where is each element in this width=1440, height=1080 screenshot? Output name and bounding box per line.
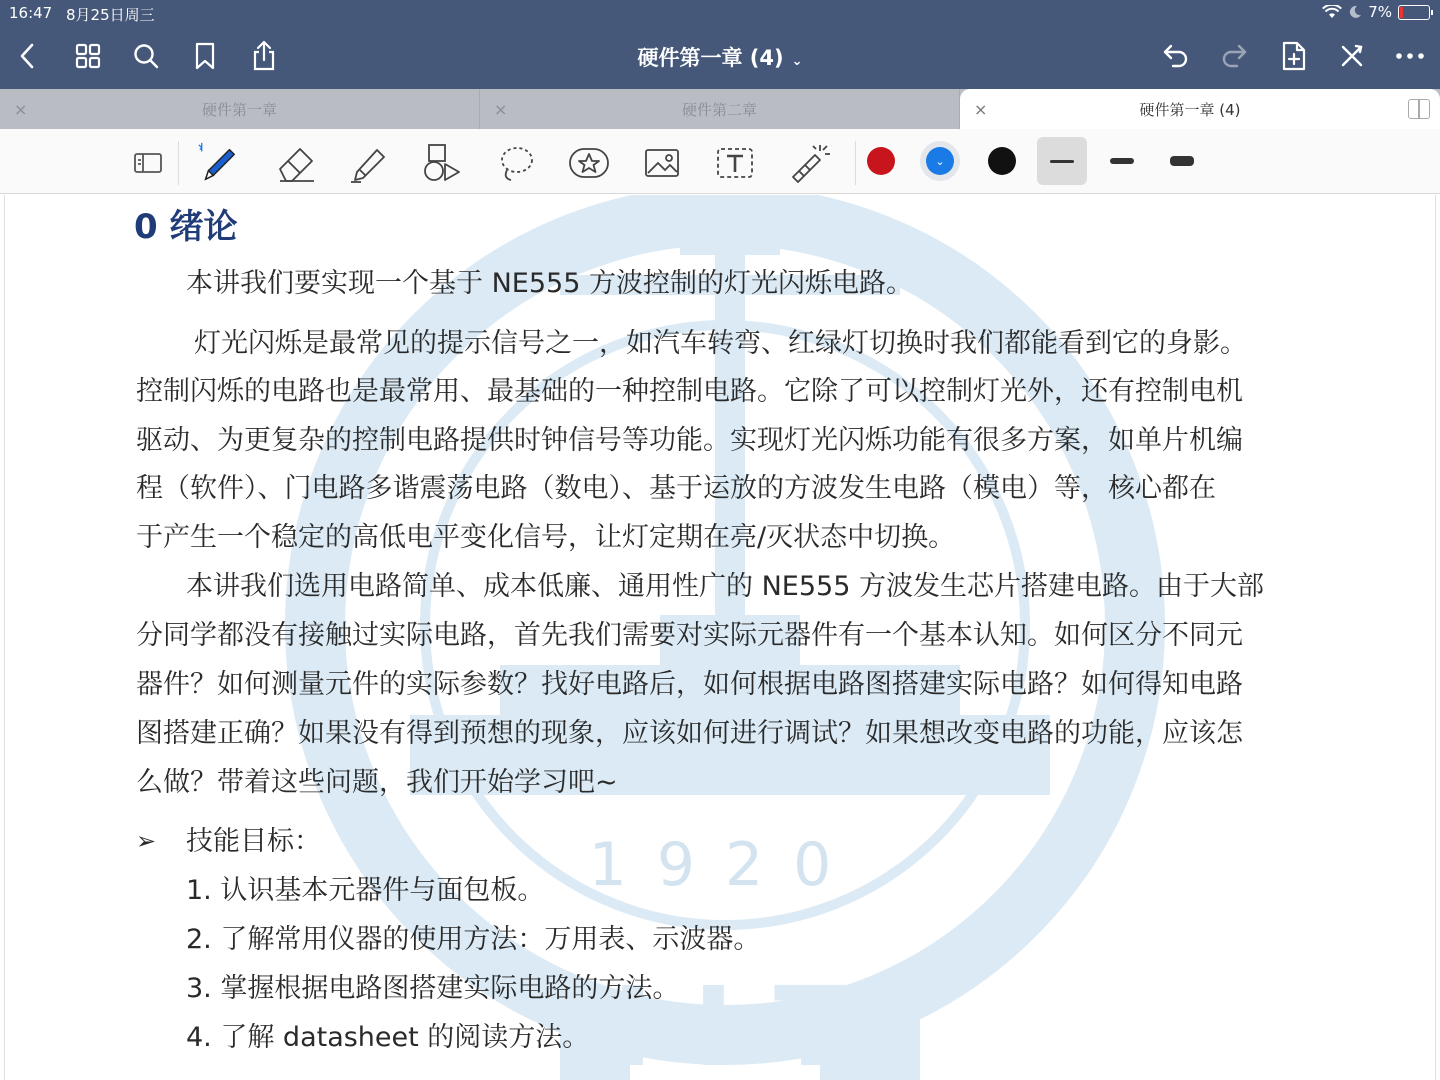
laser-pointer-icon[interactable] xyxy=(787,141,831,185)
para1-line-3: 驱动、为更复杂的控制电路提供时钟信号等功能。实现灯光闪烁功能有很多方案，如单片机编 xyxy=(136,425,1243,456)
color-blue-swatch[interactable] xyxy=(926,147,954,175)
tab-bar xyxy=(0,89,1440,129)
stroke-thick-button[interactable] xyxy=(1157,137,1207,185)
close-icon[interactable] xyxy=(1334,38,1370,74)
watermark-letters: HIT xyxy=(560,963,890,1080)
status-time: 16:47 xyxy=(9,4,53,22)
skill-item-1: 1. 认识基本元器件与面包板。 xyxy=(186,875,545,906)
document-title[interactable]: 硬件第一章 (4) ⌄ xyxy=(637,46,803,70)
tab-label: 硬件第二章 xyxy=(681,100,757,119)
para2-line-2: 分同学都没有接触过实际电路，首先我们需要对实际元器件有一个基本认知。如何区分不同元 xyxy=(136,620,1243,651)
undo-icon[interactable] xyxy=(1158,38,1194,74)
more-icon[interactable] xyxy=(1392,38,1428,74)
wifi-icon xyxy=(1322,5,1342,19)
para1-line-2: 控制闪烁的电路也是最常用、最基础的一种控制电路。它除了可以控制灯光外，还有控制电机 xyxy=(136,376,1243,407)
text-icon[interactable] xyxy=(713,141,757,185)
tab-close-icon[interactable]: × xyxy=(494,99,508,119)
battery-percent: 7% xyxy=(1368,3,1392,21)
chevron-down-icon[interactable]: ⌄ xyxy=(791,54,803,69)
para1-line-1: 灯光闪烁是最常见的提示信号之一，如汽车转弯、红绿灯切换时我们都能看到它的身影。 xyxy=(194,328,1247,359)
image-icon[interactable] xyxy=(640,141,684,185)
bullet-arrow-icon: ➢ xyxy=(136,827,157,855)
battery-icon xyxy=(1398,5,1430,20)
split-view-icon[interactable] xyxy=(1408,99,1430,119)
highlighter-icon[interactable] xyxy=(347,141,391,185)
para2-line-3: 器件？如何测量元件的实际参数？找好电路后，如何根据电路图搭建实际电路？如何得知电路 xyxy=(136,669,1243,700)
chevron-down-icon: ⌄ xyxy=(935,154,945,168)
tab-label: 硬件第一章 xyxy=(201,100,277,119)
tab-label: 硬件第一章 (4) xyxy=(1139,100,1241,119)
tab-chapter-1[interactable] xyxy=(0,89,480,129)
skill-item-4: 4. 了解 datasheet 的阅读方法。 xyxy=(186,1022,590,1053)
section-heading: 0 绪论 xyxy=(134,207,238,247)
para1-line-4: 程（软件）、门电路多谐震荡电路（数电）、基于运放的方波发生电路（模电）等，核心都在 xyxy=(136,473,1216,504)
redo-icon[interactable] xyxy=(1216,38,1252,74)
status-date: 8月25日周三 xyxy=(66,6,155,24)
eraser-icon[interactable] xyxy=(274,141,318,185)
tab-chapter-1-copy[interactable] xyxy=(960,89,1440,129)
shapes-icon[interactable] xyxy=(420,141,464,185)
top-navigation-bar xyxy=(0,0,1440,89)
tab-close-icon[interactable]: × xyxy=(14,99,28,119)
lasso-icon[interactable] xyxy=(494,141,538,185)
reader-icon[interactable] xyxy=(126,141,170,185)
sticker-icon[interactable] xyxy=(567,141,611,185)
para2-line-4: 图搭建正确？如果没有得到预想的现象，应该如何进行调试？如果想改变电路的功能，应该怎 xyxy=(136,718,1243,749)
para2-line-1: 本讲我们选用电路简单、成本低廉、通用性广的 NE555 方波发生芯片搭建电路。由于大部 xyxy=(186,571,1264,602)
add-page-icon[interactable] xyxy=(1276,38,1312,74)
tab-chapter-2[interactable] xyxy=(480,89,960,129)
skill-item-2: 2. 了解常用仪器的使用方法：万用表、示波器。 xyxy=(186,924,761,955)
pen-icon[interactable] xyxy=(196,141,240,185)
moon-icon xyxy=(1348,5,1362,19)
skill-item-3: 3. 掌握根据电路图搭建实际电路的方法。 xyxy=(186,973,680,1004)
stroke-medium-button[interactable] xyxy=(1097,137,1147,185)
color-black-swatch[interactable] xyxy=(988,147,1016,175)
watermark-year: 1920 xyxy=(588,830,862,900)
para2-line-5: 么做？带着这些问题，我们开始学习吧~ xyxy=(136,767,618,798)
document-page[interactable] xyxy=(0,195,1440,1080)
stroke-thin-button[interactable] xyxy=(1037,137,1087,185)
status-indicators xyxy=(1322,3,1430,21)
intro-line: 本讲我们要实现一个基于 NE555 方波控制的灯光闪烁电路。 xyxy=(186,268,913,299)
color-red-swatch[interactable] xyxy=(867,147,895,175)
skills-title: 技能目标： xyxy=(186,826,321,857)
para1-line-5: 于产生一个稳定的高低电平变化信号，让灯定期在亮/灭状态中切换。 xyxy=(136,522,956,553)
annotation-toolbar xyxy=(0,129,1440,194)
tab-close-icon[interactable]: × xyxy=(974,99,988,119)
